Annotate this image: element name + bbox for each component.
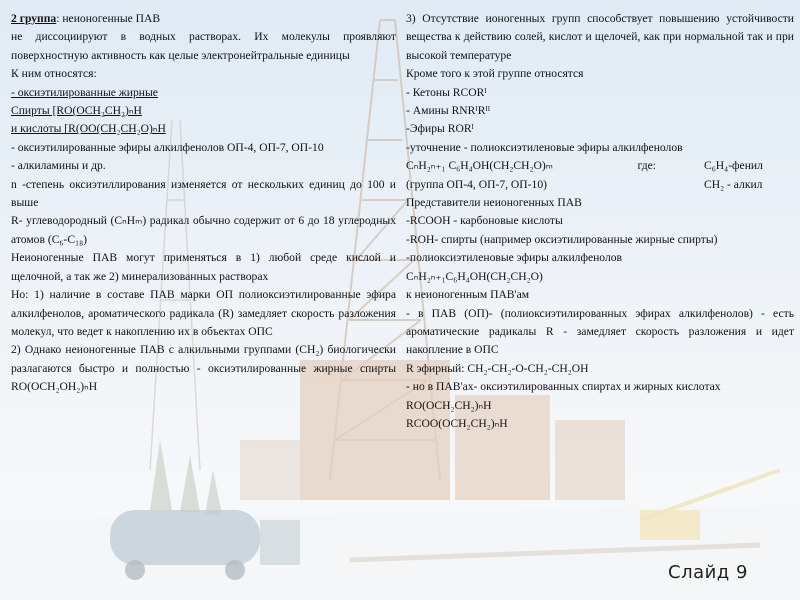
formula-where: где: [637, 159, 656, 173]
formula-row-2 [406, 176, 794, 194]
formula-row-1 [406, 157, 794, 175]
right-paragraph-6: -уточнение - полиоксиэтиленовые эфиры алкилфенолов [406, 140, 683, 154]
left-paragraph-4: Спирты [RO(OCH₂CH₂)ₙH [11, 104, 142, 118]
right-paragraph-2: Кроме того к этой группе относятся [406, 67, 584, 81]
left-paragraph-12: 2) Однако неионогенные ПАВ с алкильными группами (CH₂) биологически разлагаются быстро и полностью - оксиэтилированные жирные спирты RO(OCH₂OH₂)ₙH [11, 343, 396, 394]
heading-group-label: 2 группа [11, 12, 57, 25]
formula-groups: (группа ОП-4, ОП-7, ОП-10) [406, 177, 547, 191]
left-paragraph-10: Неионогенные ПАВ могут применяться в 1) любой среде кислой и щелочной, а так же 2) минерализованных растворах [11, 251, 396, 283]
heading-rest: : неионогенные ПАВ [56, 12, 161, 25]
left-text-column [11, 10, 396, 397]
right-paragraph-16: R эфирный: CH₂-CH₂-O-CH₂-CH₂OH [406, 361, 589, 375]
left-paragraph-6: - оксиэтилированные эфиры алкилфенолов ОП-4, ОП-7, ОП-10 [11, 140, 324, 154]
left-paragraph-11: Но: 1) наличие в составе ПАВ марки ОП полиоксиэтилированные эфира алкилфенолов, ароматического радикала (R) замедляет скорость разложения молекул, что ведет к накоплению их в объектах ОПС [11, 288, 396, 338]
right-paragraph-3: - Кетоны RCORᴵ [406, 85, 487, 99]
right-paragraph-5: -Эфиры RORᴵ [406, 122, 474, 136]
formula-phenyl: C₆H₄-фенил [704, 159, 763, 173]
slide-number: Слайд 9 [668, 562, 748, 583]
left-paragraph-8: n -степень оксиэтиллирования изменяется от нескольких единиц до 100 и выше [11, 177, 396, 210]
right-text-column [406, 10, 794, 433]
formula-general: CₙH₂ₙ₊₁ C₆H₄OH(CH₂CH₂O)ₘ [406, 159, 553, 173]
left-paragraph-7: - алкиламины и др. [11, 159, 106, 173]
right-paragraph-10: -RCOOH - карбоновые кислоты [406, 214, 563, 228]
left-paragraph-3: - оксиэтилированные жирные [11, 85, 158, 99]
left-paragraph-1: не диссоциируют в водных растворах. Их молекулы проявляют поверхностную активность как целые электронейтральные единицы [11, 30, 396, 62]
right-paragraph-13: CₙH₂ₙ₊₁C₆H₄OH(CH₂CH₂O) [406, 269, 543, 283]
right-paragraph-1: 3) Отсутствие ионогенных групп способствует повышению устойчивости вещества к действию солей, кислот и щелочей, как при нормальной так и при высокой температуре [406, 12, 794, 62]
formula-alkyl: CH₂ - алкил [704, 177, 763, 191]
right-paragraph-19: RCOO(OCH₂CH₂)ₙH [406, 416, 508, 430]
right-paragraph-14: к неионогенным ПАВ'ам [406, 288, 530, 302]
right-paragraph-17: - но в ПАВ'ах- оксиэтилированных спиртах и жирных кислотах [406, 380, 721, 394]
right-paragraph-18: RO(OCH₂CH₂)ₙH [406, 398, 492, 412]
right-paragraph-15: - в ПАВ (ОП)- (полиоксиэтилированных эфирах алкилфенолов) - есть ароматические радикалы R - замедляет скорость разложения и идет накопление в ОПС [406, 306, 794, 357]
left-paragraph-2: К ним относятся: [11, 67, 97, 81]
left-paragraph-9: R- углеводородный (CₙHₘ) радикал обычно содержит от 6 до 18 углеродных атомов (C₆-C₁₈) [11, 214, 396, 246]
right-paragraph-11: -ROH- спирты (например оксиэтилированные жирные спирты) [406, 232, 718, 246]
right-paragraph-4: - Амины RNRᴵRᴵᴵ [406, 104, 491, 118]
right-paragraph-12: -полиоксиэтиленовые эфиры алкилфенолов [406, 251, 623, 265]
right-paragraph-9: Представители неионогенных ПАВ [406, 196, 582, 210]
left-paragraph-5: и кислоты [R(OO(CH₂CH₂O)ₙH [11, 122, 166, 136]
left-heading [11, 10, 396, 28]
